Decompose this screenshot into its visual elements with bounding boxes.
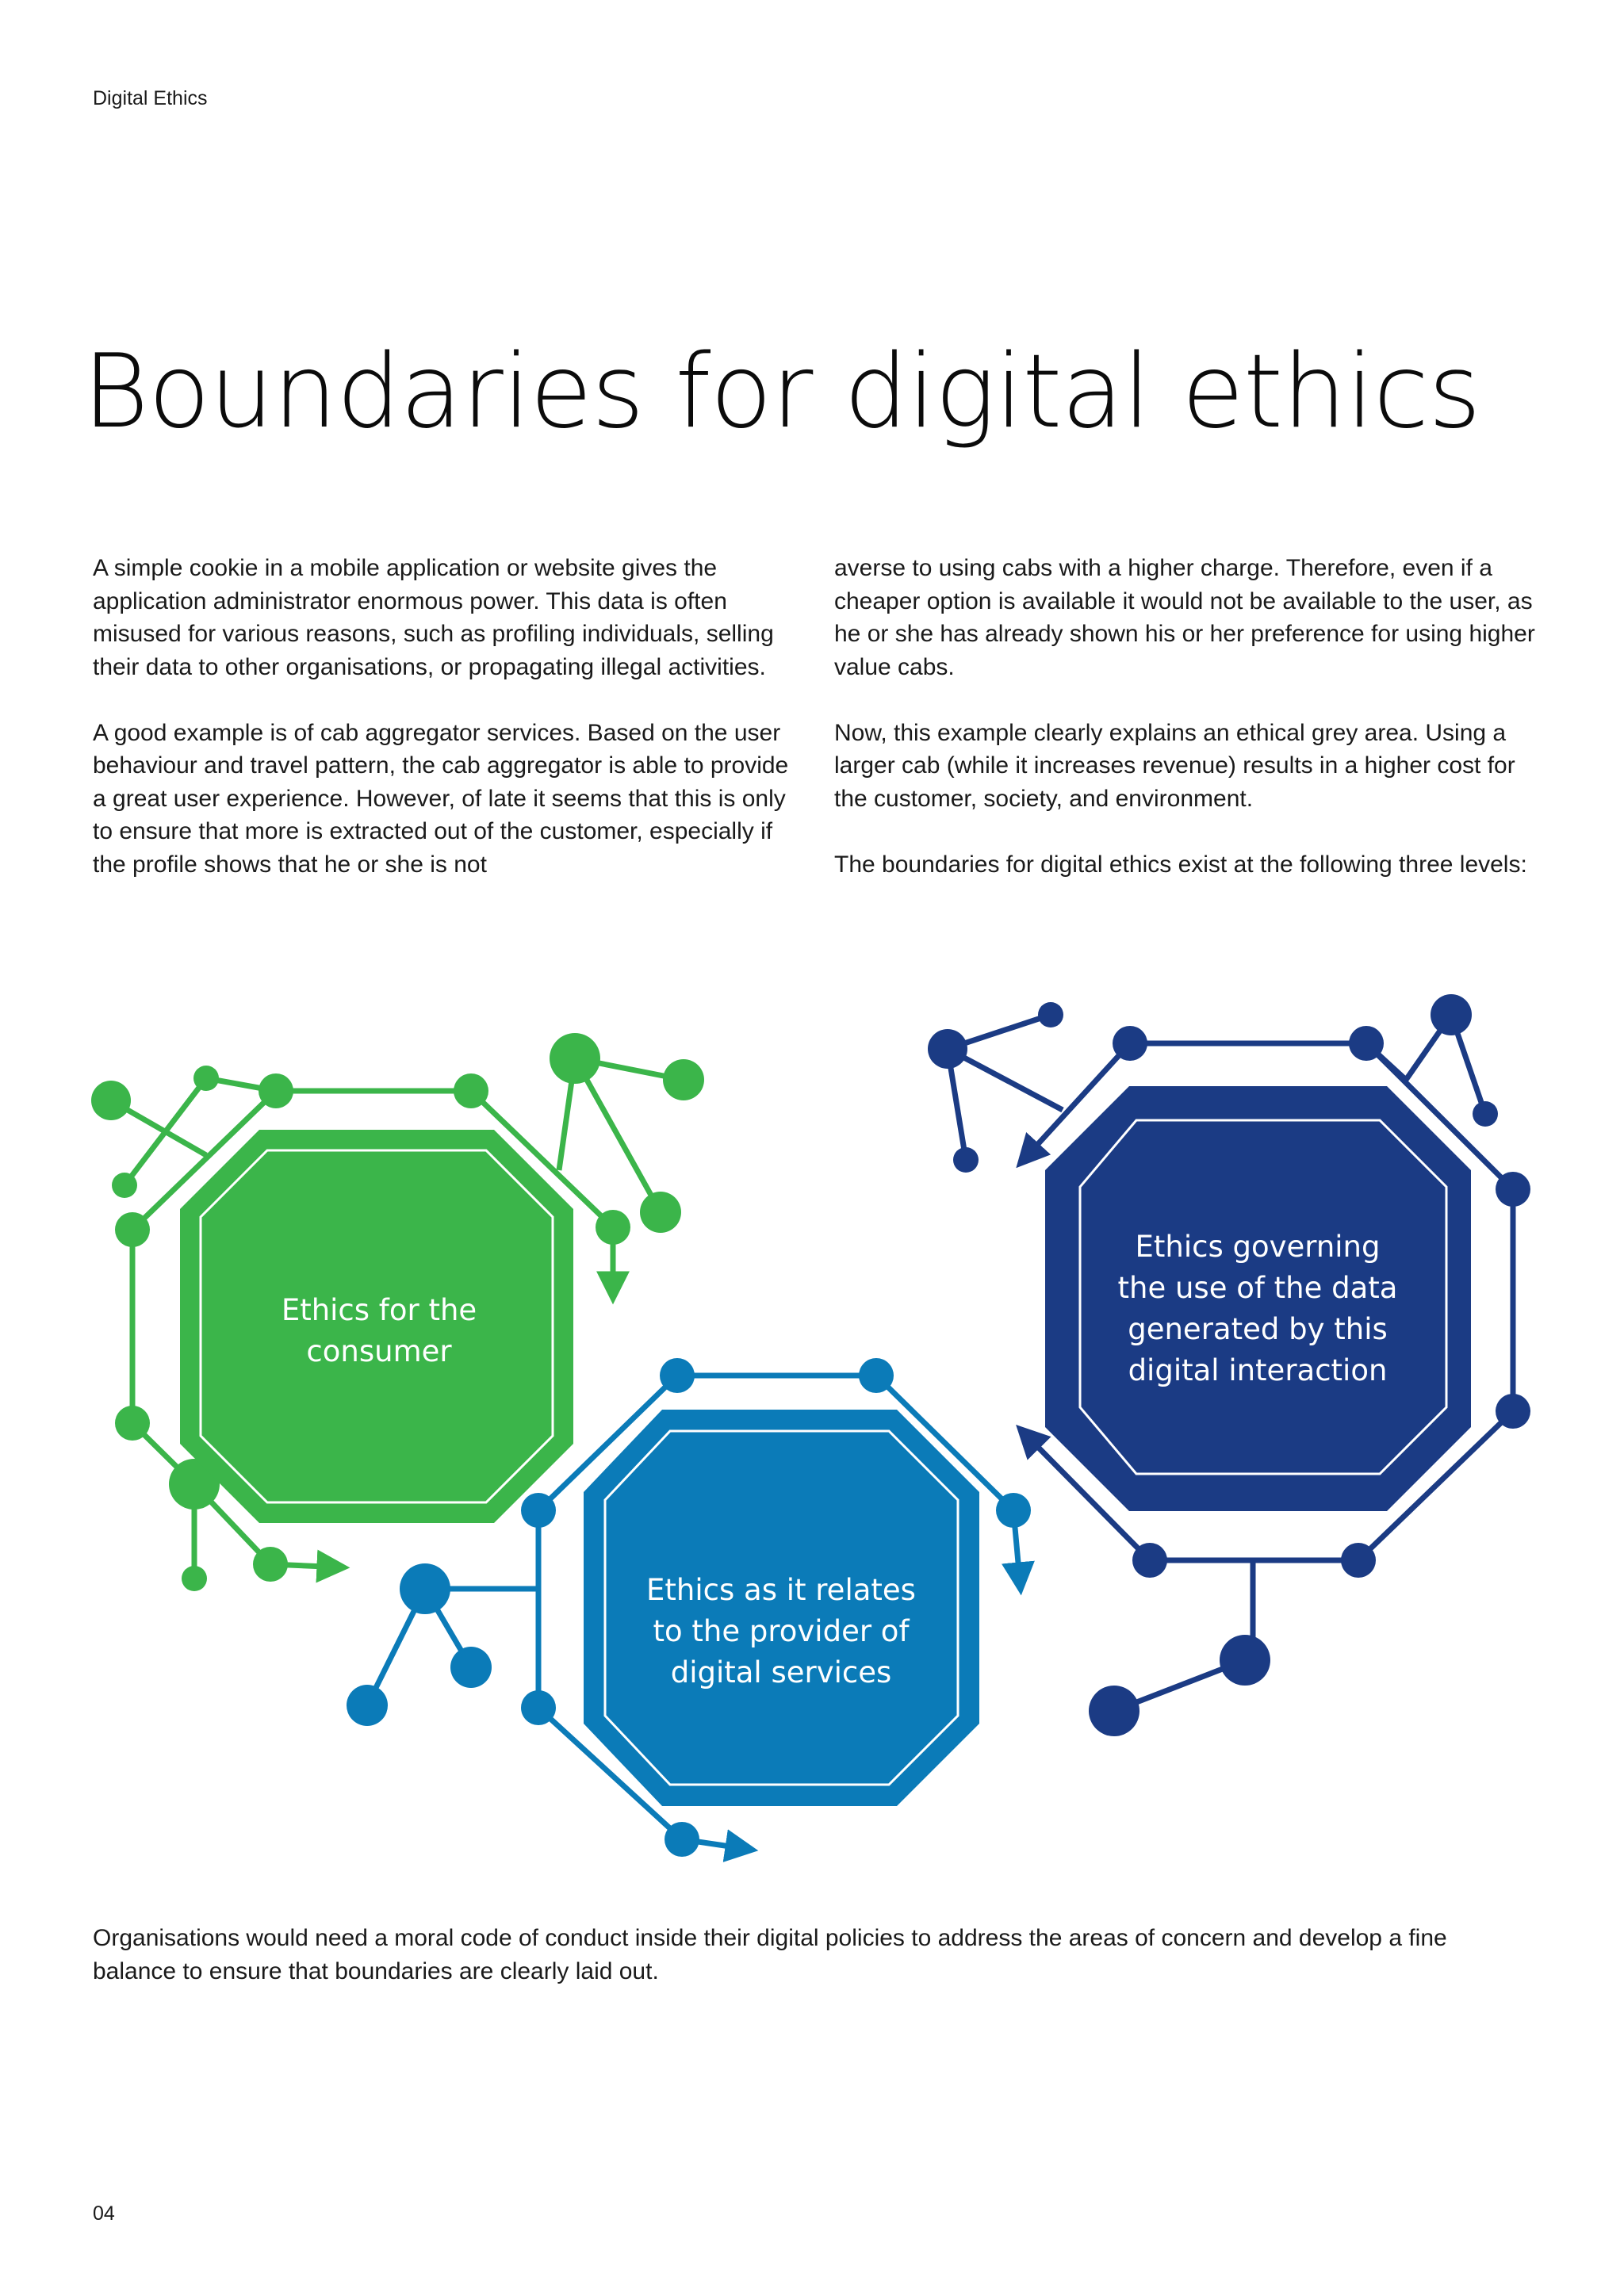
body-paragraph: averse to using cabs with a higher charge. Therefore, even if a cheaper option is available it would not be available to the user, as he or she has already shown his or her preference for using higher value cabs. [834,555,1535,680]
body-column-left [93,552,791,914]
body-paragraph: A good example is of cab aggregator services. Based on the user behaviour and travel pattern, the cab aggregator is able to provide a great user experience. However, of late it seems that this is only to ensure that more is extracted out of the customer, especially if the profile shows that he or she is not [93,719,789,878]
page-title: Boundaries for digital ethics [82,333,1480,451]
consumer-octagon [180,1130,573,1523]
body-paragraph: A simple cookie in a mobile application or website gives the application administrator enormous power. This data is often misused for various reasons, such as profiling individuals, selling their data to other organisations, or propagating illegal activities. [93,555,774,680]
provider-label-line: Ethics as it relates [646,1573,916,1607]
data-label-line: Ethics governing [1135,1230,1381,1264]
provider-label-line: to the provider of [653,1614,910,1648]
data-label-line: generated by this [1128,1312,1388,1346]
body-paragraph: Now, this example clearly explains an ethical grey area. Using a larger cab (while it increases revenue) results in a higher cost for the customer, society, and environment. [834,719,1515,812]
page-number: 04 [93,2202,115,2225]
data-octagon [1045,1086,1471,1511]
provider-octagon [584,1410,979,1806]
body-paragraph: The boundaries for digital ethics exist at the following three levels: [834,851,1527,878]
provider-label-line: digital services [670,1655,892,1689]
boundaries-diagram [0,975,1624,1887]
closing-paragraph: Organisations would need a moral code of conduct inside their digital policies to address the areas of concern and develop a fine balance to ensure that boundaries are clearly laid out. [93,1925,1447,1984]
data-label-line: digital interaction [1128,1353,1388,1387]
consumer-label-line: Ethics for the [281,1293,477,1327]
section-header: Digital Ethics [93,87,208,109]
data-label-line: the use of the data [1117,1271,1398,1305]
consumer-label-line: consumer [306,1334,452,1368]
body-column-right [834,552,1548,914]
